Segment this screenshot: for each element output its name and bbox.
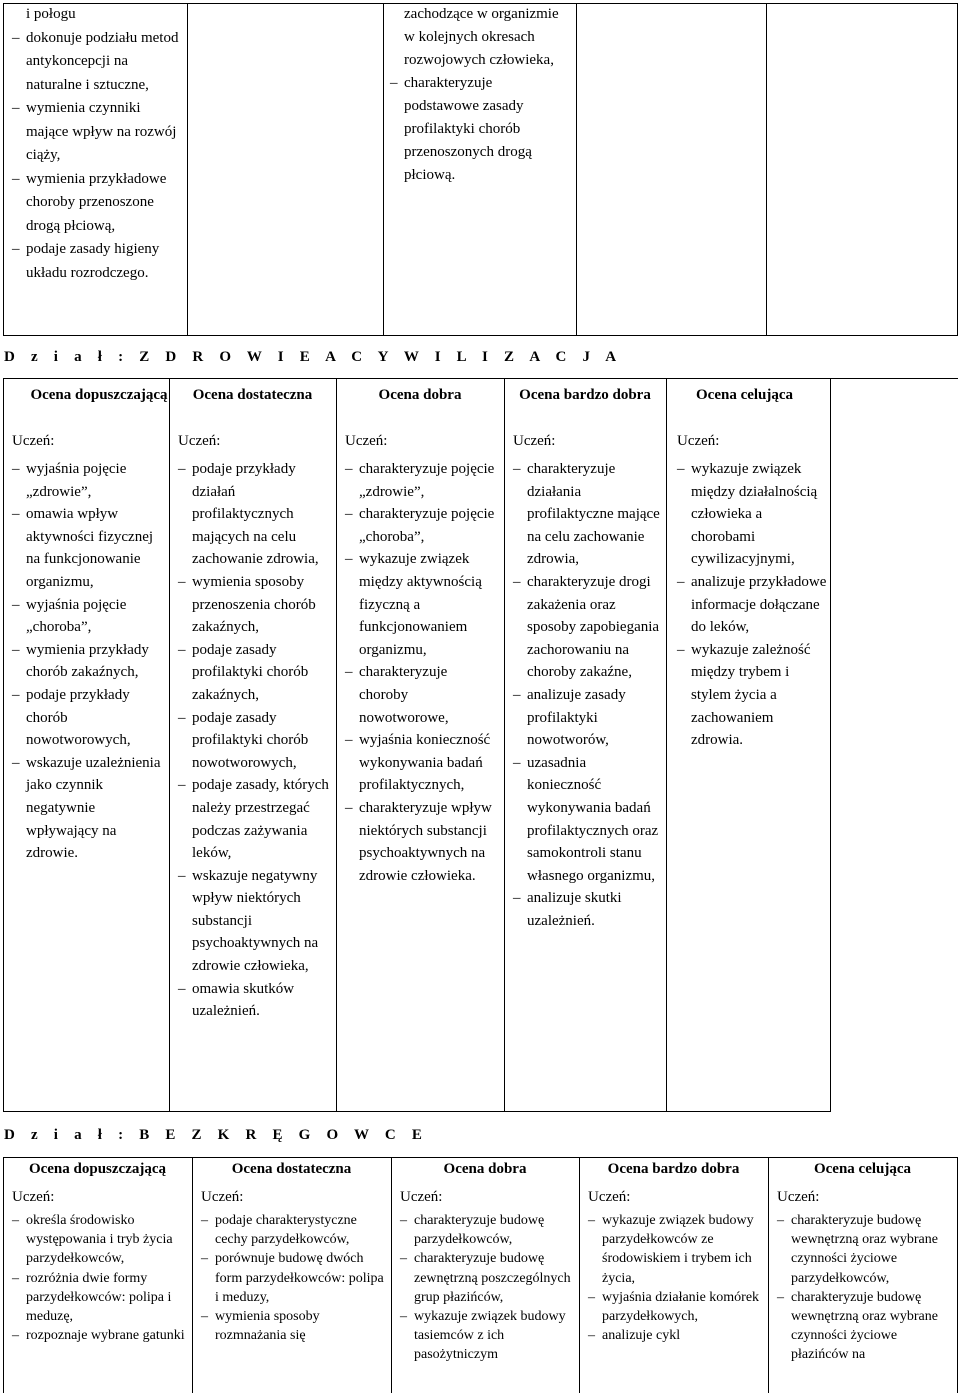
- column-header: Ocena bardzo dobra: [607, 1161, 740, 1177]
- list-item: – charakteryzuje choroby nowotworowe,: [345, 661, 500, 729]
- table-border: [336, 378, 337, 1111]
- list-item: – wyjaśnia pojęcie „zdrowie”,: [12, 458, 162, 503]
- table-border: [192, 1157, 193, 1393]
- top-table-cell-1: [12, 3, 184, 285]
- criteria-list: [345, 458, 500, 887]
- criteria-list: [777, 1211, 953, 1365]
- table-border: [768, 1157, 769, 1393]
- column-header: Ocena celująca: [813, 1161, 912, 1177]
- list-item: – wyjaśnia konieczność wykonywania badań profilaktycznych,: [345, 729, 500, 797]
- table-border: [830, 378, 831, 1111]
- criteria-list: [12, 1211, 189, 1345]
- column-header: Ocena dobra: [378, 387, 462, 403]
- list-item: – podaje zasady profilaktyki chorób zakaźnych,: [178, 639, 330, 707]
- list-item: – wykazuje zależność między trybem i stylem życia a zachowaniem zdrowia.: [677, 639, 827, 752]
- list-item: – wykazuje związek między działalnością człowieka a chorobami cywilizacyjnymi,: [677, 458, 827, 571]
- list-item: – rozróżnia dwie formy parzydełkowców: polipa i meduzę,: [12, 1269, 189, 1327]
- list-item: – charakteryzuje budowę zewnętrzną poszczególnych grup płazińców,: [400, 1249, 576, 1307]
- column-header: Ocena dostateczna: [192, 387, 313, 403]
- criteria-list: [588, 1211, 764, 1345]
- uczen-label: Uczeń:: [588, 1189, 631, 1205]
- column-header: Ocena bardzo dobra: [519, 387, 651, 403]
- uczen-label: Uczeń:: [178, 433, 221, 449]
- list-item: – wykazuje związek między aktywnością fizyczną a funkcjonowaniem organizmu,: [345, 548, 500, 661]
- criteria-list: [178, 458, 330, 1023]
- top-table-bottom-border: [3, 335, 958, 336]
- table-border: [3, 378, 958, 379]
- list-item: – wykazuje związek budowy tasiemców z ich pasożytniczym: [400, 1307, 576, 1365]
- uczen-label: Uczeń:: [201, 1189, 244, 1205]
- list-item: – uzasadnia konieczność wykonywania badań profilaktycznych oraz samokontroli stanu własnego organizmu,: [513, 752, 663, 888]
- column-header: Ocena dopuszczającą: [28, 1161, 167, 1177]
- uczen-label: Uczeń:: [400, 1189, 443, 1205]
- list-item: – podaje zasady higieny układu rozrodczego.: [12, 238, 184, 285]
- list-item: – charakteryzuje pojęcie „choroba”,: [345, 503, 500, 548]
- list-item: – porównuje budowę dwóch form parzydełkowców: polipa i meduzy,: [201, 1249, 387, 1307]
- list-item: – wskazuje uzależnienia jako czynnik negatywnie wpływający na zdrowie.: [12, 752, 162, 865]
- list-item: – określa środowisko występowania i tryb życia parzydełkowców,: [12, 1211, 189, 1269]
- list-item: – analizuje cykl: [588, 1326, 764, 1345]
- criteria-list: [12, 458, 162, 865]
- top-table-border: [383, 3, 384, 336]
- top-table-border: [957, 3, 958, 336]
- criteria-list: [390, 72, 570, 187]
- table-border: [504, 378, 505, 1111]
- table-border: [957, 1157, 958, 1393]
- list-item: – wskazuje negatywny wpływ niektórych substancji psychoaktywnych na zdrowie człowieka,: [178, 865, 330, 978]
- list-item: – podaje zasady, których należy przestrzegać podczas zażywania leków,: [178, 774, 330, 864]
- list-item: – podaje przykłady chorób nowotworowych,: [12, 684, 162, 752]
- table-border: [579, 1157, 580, 1393]
- list-item: – analizuje zasady profilaktyki nowotworów,: [513, 684, 663, 752]
- top-table-border: [187, 3, 188, 336]
- table-border: [391, 1157, 392, 1393]
- uczen-label: Uczeń:: [12, 1189, 55, 1205]
- cell-text: i połogu: [26, 6, 76, 22]
- list-item: – podaje przykłady działań profilaktycznych mających na celu zachowanie zdrowia,: [178, 458, 330, 571]
- list-item: – charakteryzuje drogi zakażenia oraz sposoby zapobiegania zachorowaniu na choroby zakaźne,: [513, 571, 663, 684]
- list-item: – wymienia przykłady chorób zakaźnych,: [12, 639, 162, 684]
- section-title: D z i a ł : B E Z K R Ę G O W C E: [4, 1127, 429, 1143]
- table-border: [666, 378, 667, 1111]
- uczen-label: Uczeń:: [677, 433, 720, 449]
- criteria-list: [12, 27, 184, 286]
- column-header: Ocena celująca: [696, 387, 794, 403]
- criteria-list: [677, 458, 827, 752]
- list-item: – charakteryzuje wpływ niektórych substancji psychoaktywnych na zdrowie człowieka.: [345, 797, 500, 887]
- table-border: [3, 378, 4, 1111]
- uczen-label: Uczeń:: [12, 433, 55, 449]
- list-item: – charakteryzuje budowę wewnętrzną oraz wybrane czynności życiowe parzydełkowców,: [777, 1211, 953, 1288]
- criteria-list: [513, 458, 663, 932]
- criteria-list: [400, 1211, 576, 1365]
- list-item: – analizuje skutki uzależnień.: [513, 887, 663, 932]
- list-item: – charakteryzuje pojęcie „zdrowie”,: [345, 458, 500, 503]
- list-item: – wymienia czynniki mające wpływ na rozwój ciąży,: [12, 97, 184, 168]
- criteria-list: [201, 1211, 387, 1345]
- column-header: Ocena dostateczna: [231, 1161, 352, 1177]
- list-item: – omawia wpływ aktywności fizycznej na funkcjonowanie organizmu,: [12, 503, 162, 593]
- list-item: – wyjaśnia działanie komórek parzydełkowych,: [588, 1288, 764, 1326]
- top-table-border: [576, 3, 577, 336]
- list-item: – omawia skutków uzależnień.: [178, 978, 330, 1023]
- uczen-label: Uczeń:: [345, 433, 388, 449]
- list-item: – rozpoznaje wybrane gatunki: [12, 1326, 189, 1345]
- uczen-label: Uczeń:: [777, 1189, 820, 1205]
- table-border: [3, 1111, 831, 1112]
- column-header: Ocena dopuszczającą: [30, 387, 168, 403]
- table-border: [169, 378, 170, 1111]
- top-table-border: [766, 3, 767, 336]
- uczen-label: Uczeń:: [513, 433, 556, 449]
- list-item: – wymienia sposoby rozmnażania się: [201, 1307, 387, 1345]
- list-item: – charakteryzuje działania profilaktyczne mające na celu zachowanie zdrowia,: [513, 458, 663, 571]
- list-item: – wymienia sposoby przenoszenia chorób zakaźnych,: [178, 571, 330, 639]
- list-item: – wyjaśnia pojęcie „choroba”,: [12, 594, 162, 639]
- list-item: – dokonuje podziału metod antykoncepcji na naturalne i sztuczne,: [12, 27, 184, 98]
- list-item: – wymienia przykładowe choroby przenoszone drogą płciową,: [12, 168, 184, 239]
- list-item: – podaje charakterystyczne cechy parzydełkowców,: [201, 1211, 387, 1249]
- column-header: Ocena dobra: [443, 1161, 527, 1177]
- top-table-cell-3: [390, 3, 570, 187]
- list-item: – charakteryzuje budowę wewnętrzną oraz wybrane czynności życiowe płazińców na: [777, 1288, 953, 1365]
- list-item: – wykazuje związek budowy parzydełkowców ze środowiskiem i trybem ich życia,: [588, 1211, 764, 1288]
- section-title: D z i a ł : Z D R O W I E A C Y W I L I Z A C J A: [4, 349, 623, 365]
- cell-text: zachodzące w organizmie w kolejnych okresach rozwojowych człowieka,: [404, 6, 559, 68]
- table-border: [3, 1157, 4, 1393]
- list-item: – charakteryzuje budowę parzydełkowców,: [400, 1211, 576, 1249]
- list-item: – podaje zasady profilaktyki chorób nowotworowych,: [178, 707, 330, 775]
- list-item: – analizuje przykładowe informacje dołączane do leków,: [677, 571, 827, 639]
- top-table-border: [3, 3, 4, 336]
- list-item: – charakteryzuje podstawowe zasady profilaktyki chorób przenoszonych drogą płciową.: [390, 72, 570, 187]
